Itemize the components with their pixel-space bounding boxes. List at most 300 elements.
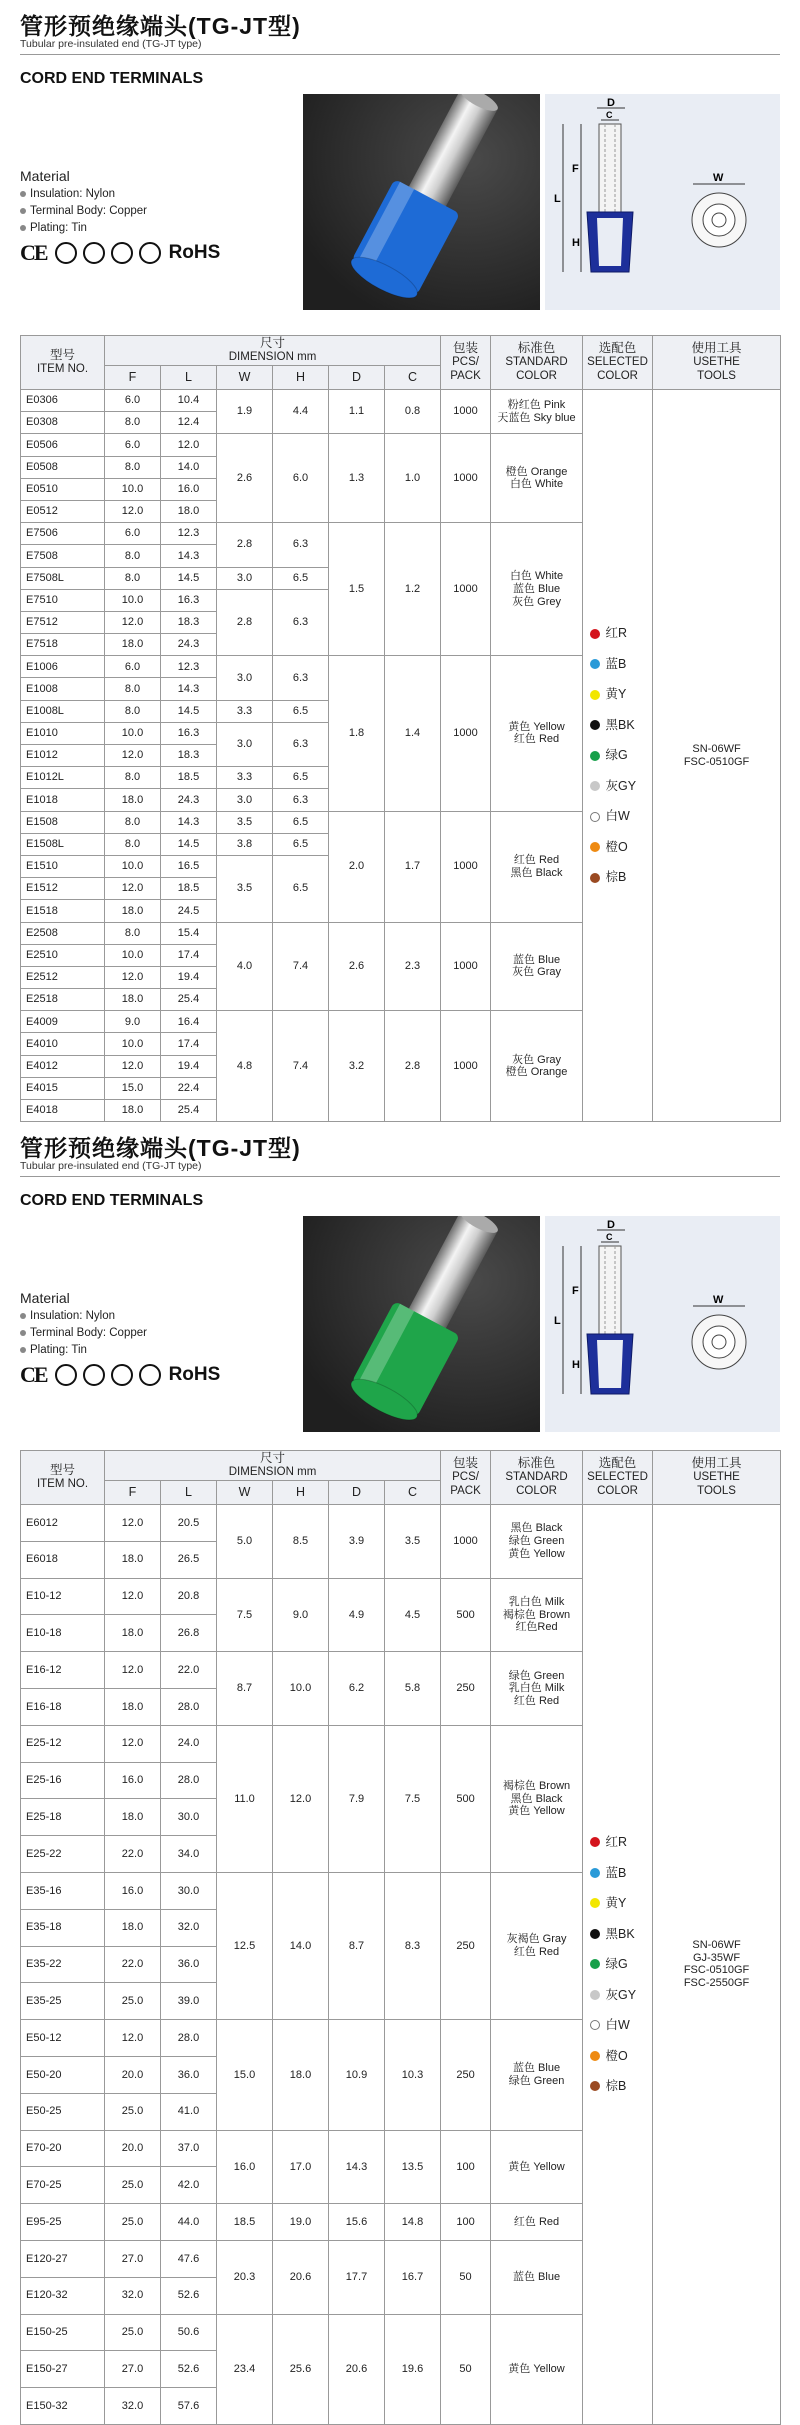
item-no: E150-27 xyxy=(21,2351,105,2388)
dim-f: 18.0 xyxy=(105,989,161,1011)
item-no: E10-12 xyxy=(21,1578,105,1615)
dim-f: 10.0 xyxy=(105,855,161,877)
item-no: E120-32 xyxy=(21,2277,105,2314)
header-standard-color xyxy=(491,1451,583,1505)
material-item-text: Terminal Body: Copper xyxy=(30,205,147,217)
header-pack-line: PACK xyxy=(450,1485,481,1497)
dim-f: 25.0 xyxy=(105,2167,161,2204)
dim-h: 6.5 xyxy=(273,767,329,789)
material-item xyxy=(20,222,87,234)
item-no: E25-18 xyxy=(21,1799,105,1836)
q-seal-icon xyxy=(139,242,161,264)
header-tools xyxy=(653,336,781,390)
item-no: E120-27 xyxy=(21,2240,105,2277)
dim-f: 12.0 xyxy=(105,611,161,633)
item-no: E70-25 xyxy=(21,2167,105,2204)
header-dim-l xyxy=(161,366,217,390)
dim-l: 20.5 xyxy=(161,1505,217,1542)
dim-d: 2.6 xyxy=(329,922,385,1011)
item-no: E0308 xyxy=(21,412,105,434)
standard-color-line: 灰褐色 Gray xyxy=(506,1933,567,1946)
terminal-photo xyxy=(303,1216,540,1432)
standard-color-line: 褐棕色 Brown xyxy=(502,1608,571,1621)
pcs-pack: 500 xyxy=(441,1725,491,1872)
dim-c: 1.0 xyxy=(385,434,441,523)
selected-color-label: 红R xyxy=(605,1835,628,1850)
dim-h: 20.6 xyxy=(273,2240,329,2314)
bullet-icon xyxy=(20,1347,26,1353)
dim-h: 25.6 xyxy=(273,2314,329,2424)
selected-color-item xyxy=(590,2010,646,2041)
dim-c: 16.7 xyxy=(385,2240,441,2314)
dimension-diagram xyxy=(545,1216,780,1432)
dim-l: 10.4 xyxy=(161,390,217,412)
dim-l: 16.5 xyxy=(161,855,217,877)
dim-l: 16.4 xyxy=(161,1011,217,1033)
dim-c: 10.3 xyxy=(385,2020,441,2130)
dim-w: 12.5 xyxy=(217,1872,273,2019)
dim-w: 20.3 xyxy=(217,2240,273,2314)
dim-h: 6.0 xyxy=(273,434,329,523)
standard-color-line: 黄色 Yellow xyxy=(508,720,565,733)
tool-name: FSC-2550GF xyxy=(683,1977,750,1990)
dim-f: 8.0 xyxy=(105,678,161,700)
dim-w: 4.8 xyxy=(217,1011,273,1122)
header-selected-color-line: SELECTED xyxy=(587,356,648,369)
selected-color-label: 橙O xyxy=(605,839,628,854)
dim-l: 25.4 xyxy=(161,989,217,1011)
dim-f: 8.0 xyxy=(105,700,161,722)
item-no: E2510 xyxy=(21,944,105,966)
item-no: E1512 xyxy=(21,878,105,900)
dim-f: 22.0 xyxy=(105,1836,161,1873)
item-no: E16-12 xyxy=(21,1652,105,1689)
selected-color-label: 蓝B xyxy=(605,1865,627,1880)
section-subtitle: Tubular pre-insulated end (TG-JT type) xyxy=(20,38,202,50)
dim-l: 15.4 xyxy=(161,922,217,944)
header-tools-line: TOOLS xyxy=(697,1485,736,1497)
dim-f: 6.0 xyxy=(105,523,161,545)
dim-l-label: L xyxy=(554,193,561,205)
header-standard-color-line: 标准色 xyxy=(517,1456,556,1471)
material-item xyxy=(20,1310,115,1322)
dim-w: 8.7 xyxy=(217,1652,273,1726)
item-no: E10-18 xyxy=(21,1615,105,1652)
color-dot-icon xyxy=(590,2020,600,2030)
selected-color-item xyxy=(590,2041,646,2072)
standard-color-line: 灰色 Gray xyxy=(512,1053,561,1066)
material-item xyxy=(20,188,115,200)
dim-f: 25.0 xyxy=(105,1983,161,2020)
dim-l-label: L xyxy=(554,1315,561,1327)
header-selected-color-line: COLOR xyxy=(597,1485,638,1497)
header-standard-color-line: STANDARD xyxy=(505,356,568,369)
standard-color-line: 红色 Red xyxy=(513,733,560,746)
dim-c: 14.8 xyxy=(385,2204,441,2241)
dim-l: 17.4 xyxy=(161,944,217,966)
dim-w: 7.5 xyxy=(217,1578,273,1652)
dim-w: 3.0 xyxy=(217,722,273,766)
item-no: E70-20 xyxy=(21,2130,105,2167)
selected-color-item xyxy=(590,2071,646,2102)
header-selected-color-line: 选配色 xyxy=(598,341,637,356)
material-item-text: Plating: Tin xyxy=(30,222,87,234)
dim-l: 24.3 xyxy=(161,789,217,811)
dim-c: 19.6 xyxy=(385,2314,441,2424)
dim-l: 12.4 xyxy=(161,412,217,434)
dim-c: 1.2 xyxy=(385,523,441,656)
header-standard-color-line: COLOR xyxy=(516,1485,557,1497)
pcs-pack: 1000 xyxy=(441,390,491,434)
selected-colors xyxy=(583,1505,653,2425)
dim-w: 5.0 xyxy=(217,1505,273,1579)
standard-color-line: 黄色 Yellow xyxy=(508,2362,565,2375)
selected-color-item xyxy=(590,1888,646,1919)
dim-w: 15.0 xyxy=(217,2020,273,2130)
item-no: E0512 xyxy=(21,500,105,522)
dim-d: 15.6 xyxy=(329,2204,385,2241)
dim-w: 3.3 xyxy=(217,767,273,789)
dim-f: 10.0 xyxy=(105,478,161,500)
standard-color-line: 红色 Red xyxy=(513,853,560,866)
dim-f: 20.0 xyxy=(105,2130,161,2167)
selected-color-list xyxy=(583,1827,652,2102)
dim-f: 18.0 xyxy=(105,900,161,922)
selected-color-item xyxy=(590,832,646,863)
dim-l: 18.3 xyxy=(161,611,217,633)
dim-w-label: W xyxy=(713,172,724,184)
dim-l: 14.5 xyxy=(161,567,217,589)
dim-w: 2.6 xyxy=(217,434,273,523)
dim-l: 25.4 xyxy=(161,1100,217,1122)
standard-color-line: 黄色 Yellow xyxy=(508,1805,565,1818)
standard-color-line: 绿色 Green xyxy=(508,2074,565,2087)
selected-color-label: 灰GY xyxy=(605,1987,637,2002)
header-dimension-line: DIMENSION mm xyxy=(228,351,317,364)
dim-h: 4.4 xyxy=(273,390,329,434)
item-no: E6012 xyxy=(21,1505,105,1542)
item-no: E1008 xyxy=(21,678,105,700)
dim-c: 1.7 xyxy=(385,811,441,922)
dim-d: 1.3 xyxy=(329,434,385,523)
selected-color-label: 灰GY xyxy=(605,778,637,793)
dim-f: 9.0 xyxy=(105,1011,161,1033)
title-divider xyxy=(20,1176,780,1177)
dim-h: 7.4 xyxy=(273,922,329,1011)
item-no: E35-18 xyxy=(21,1909,105,1946)
color-dot-icon xyxy=(590,720,600,730)
table-row xyxy=(21,1505,781,1542)
standard-color-line: 蓝色 Blue xyxy=(512,2062,561,2075)
dim-l: 18.0 xyxy=(161,500,217,522)
dim-l: 19.4 xyxy=(161,966,217,988)
selected-color-item xyxy=(590,1827,646,1858)
dim-h: 6.5 xyxy=(273,811,329,833)
dim-h: 7.4 xyxy=(273,1011,329,1122)
header-dim-d-line: D xyxy=(351,1485,362,1499)
material-item-text: Plating: Tin xyxy=(30,1344,87,1356)
dim-w: 3.0 xyxy=(217,789,273,811)
dimension-drawing xyxy=(545,94,780,310)
pcs-pack: 250 xyxy=(441,1872,491,2019)
item-no: E0510 xyxy=(21,478,105,500)
item-no: E4012 xyxy=(21,1055,105,1077)
standard-color xyxy=(491,2020,583,2130)
item-no: E25-22 xyxy=(21,1836,105,1873)
dim-w: 18.5 xyxy=(217,2204,273,2241)
header-dimension xyxy=(105,336,441,366)
color-dot-icon xyxy=(590,690,600,700)
material-item-text: Insulation: Nylon xyxy=(30,188,116,200)
dim-f: 10.0 xyxy=(105,944,161,966)
dim-h-label: H xyxy=(572,237,580,249)
color-dot-icon xyxy=(590,1898,600,1908)
header-item-line: ITEM NO. xyxy=(36,1478,89,1491)
header-tools-line: 使用工具 xyxy=(691,1456,742,1471)
dim-l: 42.0 xyxy=(161,2167,217,2204)
item-no: E1012 xyxy=(21,745,105,767)
dim-l: 50.6 xyxy=(161,2314,217,2351)
dim-l: 30.0 xyxy=(161,1799,217,1836)
product-photo xyxy=(303,1216,540,1432)
spec-table xyxy=(20,335,781,1122)
dim-h: 8.5 xyxy=(273,1505,329,1579)
item-no: E7508L xyxy=(21,567,105,589)
standard-color-line: 橙色 Orange xyxy=(505,1066,568,1079)
header-item-line: 型号 xyxy=(49,1463,75,1478)
standard-color xyxy=(491,1872,583,2019)
header-dimension-line: 尺寸 xyxy=(260,336,286,351)
dim-f: 6.0 xyxy=(105,656,161,678)
selected-color-item xyxy=(590,862,646,893)
dim-c: 1.4 xyxy=(385,656,441,811)
dim-w: 3.5 xyxy=(217,811,273,833)
dim-f: 20.0 xyxy=(105,2056,161,2093)
dim-l: 52.6 xyxy=(161,2351,217,2388)
dim-l: 57.6 xyxy=(161,2388,217,2425)
dim-f: 18.0 xyxy=(105,1688,161,1725)
standard-color xyxy=(491,2130,583,2204)
header-dim-w-line: W xyxy=(238,1485,251,1499)
bullet-icon xyxy=(20,225,26,231)
dim-w: 16.0 xyxy=(217,2130,273,2204)
item-no: E6018 xyxy=(21,1541,105,1578)
dim-f: 8.0 xyxy=(105,811,161,833)
item-no: E4010 xyxy=(21,1033,105,1055)
dim-h: 6.5 xyxy=(273,567,329,589)
pcs-pack: 1000 xyxy=(441,922,491,1011)
color-dot-icon xyxy=(590,812,600,822)
color-dot-icon xyxy=(590,2051,600,2061)
rohs-mark: RoHS xyxy=(168,242,221,263)
header-dim-f xyxy=(105,1481,161,1505)
standard-color-line: 褐棕色 Brown xyxy=(502,1779,571,1792)
item-no: E150-32 xyxy=(21,2388,105,2425)
tool-name: GJ-35WF xyxy=(693,1951,741,1964)
dim-w: 3.0 xyxy=(217,567,273,589)
item-no: E1012L xyxy=(21,767,105,789)
item-no: E35-22 xyxy=(21,1946,105,1983)
selected-color-item xyxy=(590,771,646,802)
header-dim-d-line: D xyxy=(351,370,362,384)
dim-f: 18.0 xyxy=(105,789,161,811)
dim-f: 18.0 xyxy=(105,634,161,656)
quality-seal-icon xyxy=(83,1364,105,1386)
item-no: E2518 xyxy=(21,989,105,1011)
standard-color-line: 白色 White xyxy=(509,570,564,583)
dim-d: 10.9 xyxy=(329,2020,385,2130)
selected-color-list xyxy=(583,618,652,893)
pcs-pack: 50 xyxy=(441,2240,491,2314)
dim-f: 22.0 xyxy=(105,1946,161,1983)
dim-d: 1.5 xyxy=(329,523,385,656)
standard-color xyxy=(491,811,583,922)
item-no: E50-20 xyxy=(21,2056,105,2093)
standard-color xyxy=(491,1578,583,1652)
dim-h: 6.3 xyxy=(273,523,329,567)
selected-color-label: 蓝B xyxy=(605,656,627,671)
dim-l: 18.5 xyxy=(161,767,217,789)
dim-h: 19.0 xyxy=(273,2204,329,2241)
rohs-seal-icon xyxy=(55,242,77,264)
header-item xyxy=(21,1451,105,1505)
dim-f: 25.0 xyxy=(105,2093,161,2130)
dim-h: 17.0 xyxy=(273,2130,329,2204)
selected-color-label: 白W xyxy=(605,809,630,824)
header-pack-line: PACK xyxy=(450,370,481,382)
standard-color-line: 红色 Red xyxy=(513,1946,560,1959)
selected-color-item xyxy=(590,1858,646,1889)
dim-f: 18.0 xyxy=(105,1799,161,1836)
bullet-icon xyxy=(20,191,26,197)
header-dim-w xyxy=(217,1481,273,1505)
dim-d: 1.1 xyxy=(329,390,385,434)
selected-color-label: 白W xyxy=(605,2018,630,2033)
tools-cell xyxy=(653,390,781,1122)
dim-f: 12.0 xyxy=(105,1652,161,1689)
bullet-icon xyxy=(20,1330,26,1336)
dim-l: 34.0 xyxy=(161,1836,217,1873)
selected-color-label: 绿G xyxy=(605,1957,628,1972)
dim-l: 18.5 xyxy=(161,878,217,900)
item-no: E7518 xyxy=(21,634,105,656)
dim-c-label: C xyxy=(606,110,613,120)
title-divider xyxy=(20,54,780,55)
dim-w: 23.4 xyxy=(217,2314,273,2424)
dim-d: 8.7 xyxy=(329,1872,385,2019)
standard-color xyxy=(491,1652,583,1726)
standard-color xyxy=(491,1725,583,1872)
header-standard-color xyxy=(491,336,583,390)
header-dim-f-line: F xyxy=(128,1485,137,1499)
dim-l: 20.8 xyxy=(161,1578,217,1615)
selected-color-item xyxy=(590,1980,646,2011)
dim-h: 18.0 xyxy=(273,2020,329,2130)
header-item-line: ITEM NO. xyxy=(36,363,89,376)
dim-l: 14.5 xyxy=(161,833,217,855)
dim-f: 27.0 xyxy=(105,2351,161,2388)
dim-d: 4.9 xyxy=(329,1578,385,1652)
header-dim-c xyxy=(385,366,441,390)
dim-f: 18.0 xyxy=(105,1541,161,1578)
item-no: E16-18 xyxy=(21,1688,105,1725)
selected-color-item xyxy=(590,740,646,771)
dim-h: 12.0 xyxy=(273,1725,329,1872)
header-dimension xyxy=(105,1451,441,1481)
selected-color-item xyxy=(590,618,646,649)
item-no: E0506 xyxy=(21,434,105,456)
dim-h: 14.0 xyxy=(273,1872,329,2019)
standard-color xyxy=(491,1011,583,1122)
dim-d: 7.9 xyxy=(329,1725,385,1872)
cord-end-heading: CORD END TERMINALS xyxy=(20,1192,204,1209)
dim-l: 26.5 xyxy=(161,1541,217,1578)
dim-l: 14.5 xyxy=(161,700,217,722)
header-dim-w xyxy=(217,366,273,390)
standard-color-line: 蓝色 Blue xyxy=(512,953,561,966)
standard-color-line: 蓝色 Blue xyxy=(512,582,561,595)
item-no: E7510 xyxy=(21,589,105,611)
item-no: E50-25 xyxy=(21,2093,105,2130)
standard-color-line: 黄色 Yellow xyxy=(508,1547,565,1560)
dim-c: 0.8 xyxy=(385,390,441,434)
selected-color-label: 黄Y xyxy=(605,687,627,702)
dim-d: 3.2 xyxy=(329,1011,385,1122)
item-no: E1508L xyxy=(21,833,105,855)
dim-f: 12.0 xyxy=(105,1725,161,1762)
header-dim-d xyxy=(329,366,385,390)
dim-l: 22.4 xyxy=(161,1077,217,1099)
dim-l: 37.0 xyxy=(161,2130,217,2167)
header-dim-d xyxy=(329,1481,385,1505)
dim-d: 17.7 xyxy=(329,2240,385,2314)
terminal-photo xyxy=(303,94,540,310)
dim-f-label: F xyxy=(572,163,579,175)
dim-c-label: C xyxy=(606,1232,613,1242)
dim-h: 6.5 xyxy=(273,855,329,922)
tools-cell xyxy=(653,1505,781,2425)
selected-color-label: 棕B xyxy=(605,2079,627,2094)
dim-f: 12.0 xyxy=(105,966,161,988)
dim-w: 2.8 xyxy=(217,523,273,567)
material-item xyxy=(20,1344,87,1356)
dim-c: 13.5 xyxy=(385,2130,441,2204)
dim-l: 16.3 xyxy=(161,722,217,744)
dim-l: 26.8 xyxy=(161,1615,217,1652)
selected-color-item xyxy=(590,801,646,832)
item-no: E4009 xyxy=(21,1011,105,1033)
dim-f: 8.0 xyxy=(105,412,161,434)
standard-color-line: 白色 White xyxy=(509,478,564,491)
dim-f: 18.0 xyxy=(105,1615,161,1652)
dim-l: 28.0 xyxy=(161,2020,217,2057)
dim-f: 8.0 xyxy=(105,545,161,567)
header-dim-c-line: C xyxy=(408,370,418,384)
standard-color xyxy=(491,523,583,656)
dim-f: 32.0 xyxy=(105,2277,161,2314)
standard-color-line: 红色Red xyxy=(515,1621,558,1634)
selected-color-label: 绿G xyxy=(605,748,628,763)
standard-color xyxy=(491,2240,583,2314)
dim-c: 7.5 xyxy=(385,1725,441,1872)
dim-l: 14.3 xyxy=(161,545,217,567)
dim-l: 19.4 xyxy=(161,1055,217,1077)
material-heading: Material xyxy=(20,168,70,184)
header-selected-color xyxy=(583,336,653,390)
dim-w-label: W xyxy=(713,1294,724,1306)
header-dim-f xyxy=(105,366,161,390)
header-pack-line: 包装 xyxy=(453,341,479,356)
